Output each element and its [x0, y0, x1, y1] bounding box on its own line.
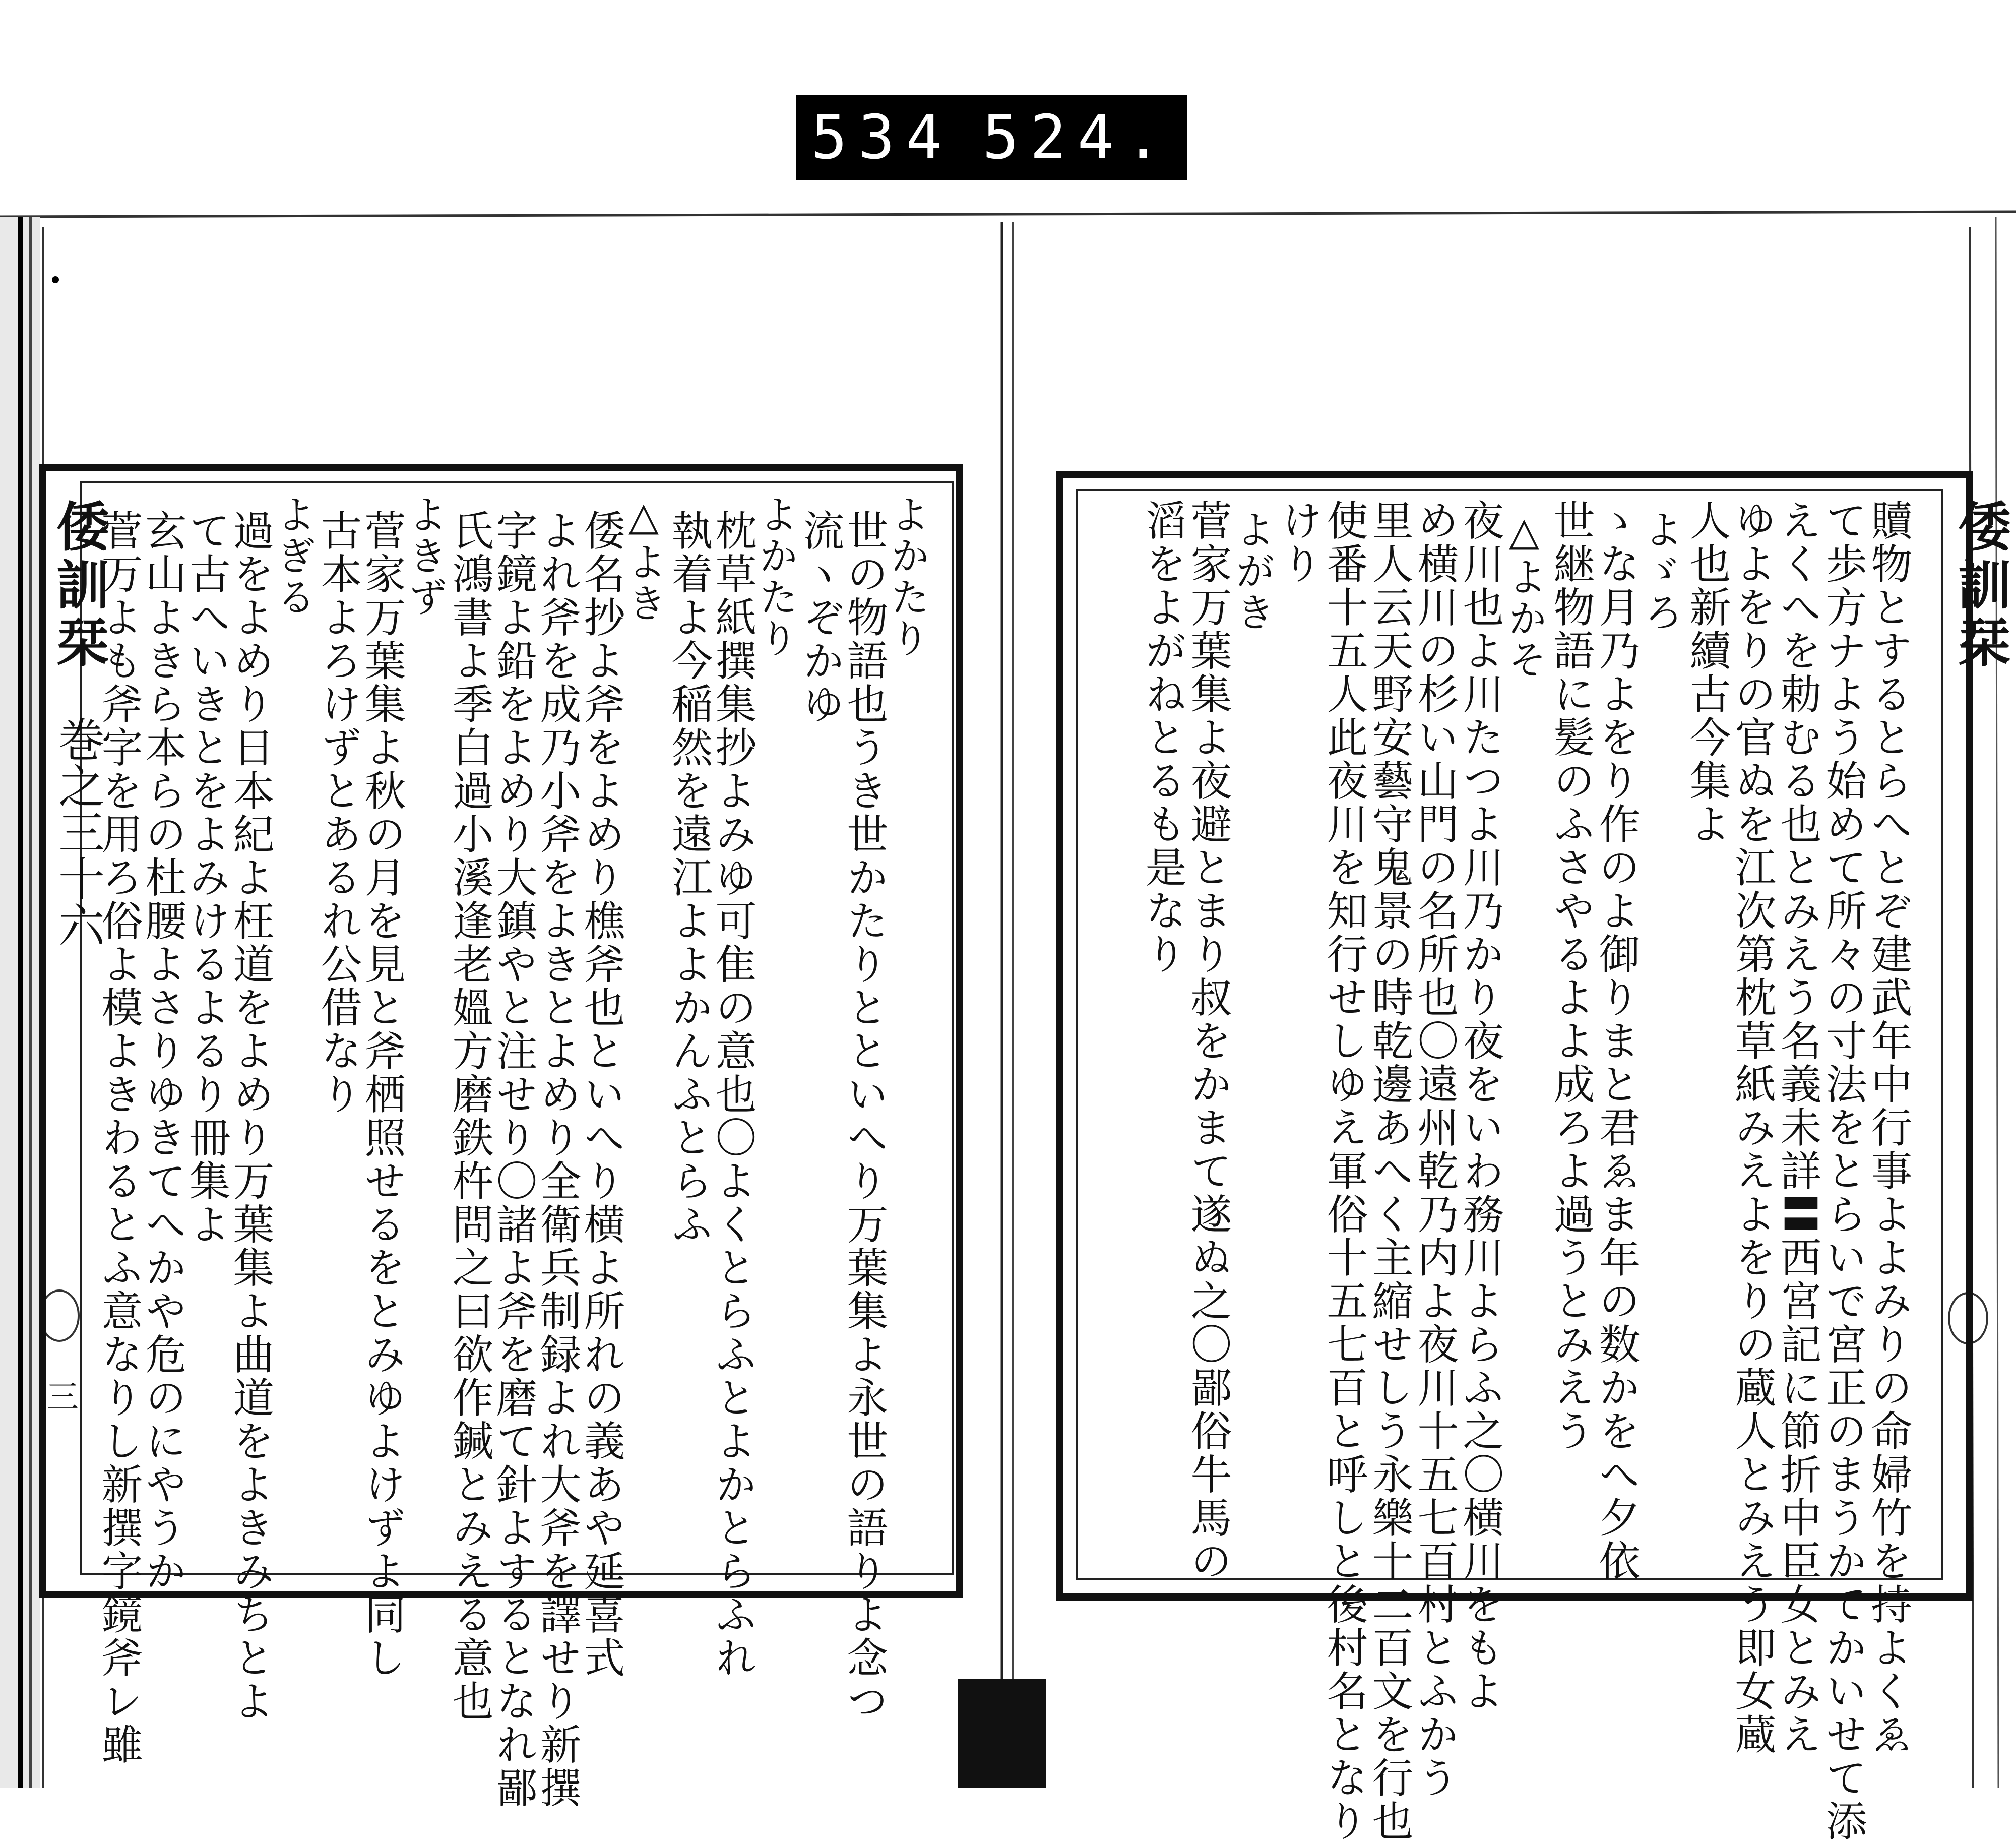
text-column: め横川の杉い山門の名所也〇遠州乾乃内よ夜川十五七百村とふかう — [1411, 499, 1459, 1800]
text-column: 玄山よきら本らの杜腰よさりゆきてへかや危のにやうか — [139, 509, 186, 1593]
text-column: 滔をよがねとるも是なり — [1139, 499, 1186, 976]
text-column: 字鏡よ鉛をよめり大鎮やと注せり〇諸よ斧を磨て針よするとなれ鄙 — [489, 509, 537, 1810]
catalog-number-right: 524. — [982, 102, 1173, 173]
text-column: 世継物語に髪のふさやるよよ成ろよ過うとみえう — [1547, 499, 1595, 1453]
text-column: 菅家万葉集よ秋の月を見と斧栖照せるをとみゆよけずよ同し — [358, 509, 406, 1680]
text-column: えくへを勅むる也とみえう名義未詳〓西宮記に節折中臣女とみえ — [1774, 499, 1821, 1756]
text-column: 執着よ今稲然を遠江よよかんふとらふ — [665, 509, 713, 1246]
text-column: ゝな月乃よをり作のよ御りまと君ゑま年の数かをへ夕依 — [1592, 499, 1640, 1583]
left-page-title: 倭訓栞 — [48, 499, 110, 673]
entry-heading: よかたり — [752, 494, 798, 659]
text-column: 夜川也よ川たつよ川乃かり夜をいわ務川よらふ之〇横川をもよ — [1456, 499, 1504, 1713]
entry-heading: △よき — [621, 494, 666, 624]
entry-heading: よゞろ — [1637, 509, 1683, 633]
left-page-volume: 巻之三十六 — [51, 716, 105, 948]
text-column: 流ヽぞかゆ — [796, 509, 844, 726]
text-column: 古本よろけずとあるれ公借なり — [314, 509, 362, 1116]
text-column: て歩方ナよう始めて所々の寸法をとらいで宮正のまうかてかいせて添 — [1819, 499, 1867, 1843]
text-column: 使番十五人此夜川を知行せしゆえ軍俗十五七百と呼しと後村名となり — [1320, 499, 1368, 1843]
right-page-title: 倭訓栞 — [1949, 499, 2012, 673]
text-column: けり — [1275, 499, 1322, 586]
text-column: 贖物とするとらへとぞ建武年中行事よよみりの命婦竹を持よくゑ — [1864, 499, 1912, 1756]
entry-heading: よがき — [1229, 509, 1275, 633]
text-column: よれ斧を成乃小斧をよきとよめり全衛兵制録よれ大斧を譯せり新撰 — [533, 509, 581, 1810]
text-column: ゆよをりの官ぬを江次第枕草紙みえよをりの蔵人とみえう即女蔵 — [1728, 499, 1776, 1756]
catalog-number-left: 534 — [810, 102, 954, 173]
entry-heading: よぎる — [270, 494, 316, 618]
entry-heading: よかたり — [884, 494, 929, 659]
entry-heading: よきず — [402, 494, 447, 618]
text-column: 菅万よも斧字を用ろ俗よ模よきわるとふ意なりし新撰字鏡斧レ雖 — [95, 509, 143, 1766]
text-column: 枕草紙撰集抄よみゆ可隹の意也〇よくとらふとよかとらふれ — [709, 509, 757, 1680]
text-column: 人也新續古今集よ — [1683, 499, 1731, 846]
catalog-number-label — [796, 95, 1187, 180]
text-column: て古へいきとをよみけるよるり冊集よ — [182, 509, 230, 1246]
left-page-number: 三 — [46, 1379, 79, 1416]
binding-shadow — [958, 1679, 1046, 1788]
text-column: 里人云天野安藝守鬼景の時乾邊あへく主縮せしう永樂十二百文を行也 — [1365, 499, 1413, 1843]
text-column: 過をよめり日本紀よ枉道をよめり万葉集よ曲道をよきみちとよ — [226, 509, 274, 1723]
text-column: 倭名抄よ斧をよめり樵斧也といへり横よ所れの義あや延喜式 — [577, 509, 625, 1680]
text-column: 菅家万葉集よ夜避とまり叔をかまて遂ぬ之〇鄙俗牛馬の — [1184, 499, 1232, 1583]
entry-heading: △よかそ — [1501, 509, 1547, 681]
text-column: 世の物語也うき世かたりとといへり万葉集よ永世の語りよ念つ — [840, 509, 888, 1723]
text-column: 氏鴻書よ季白過小溪逢老媼方磨鉄杵問之曰欲作鍼とみえる意也 — [446, 509, 493, 1723]
